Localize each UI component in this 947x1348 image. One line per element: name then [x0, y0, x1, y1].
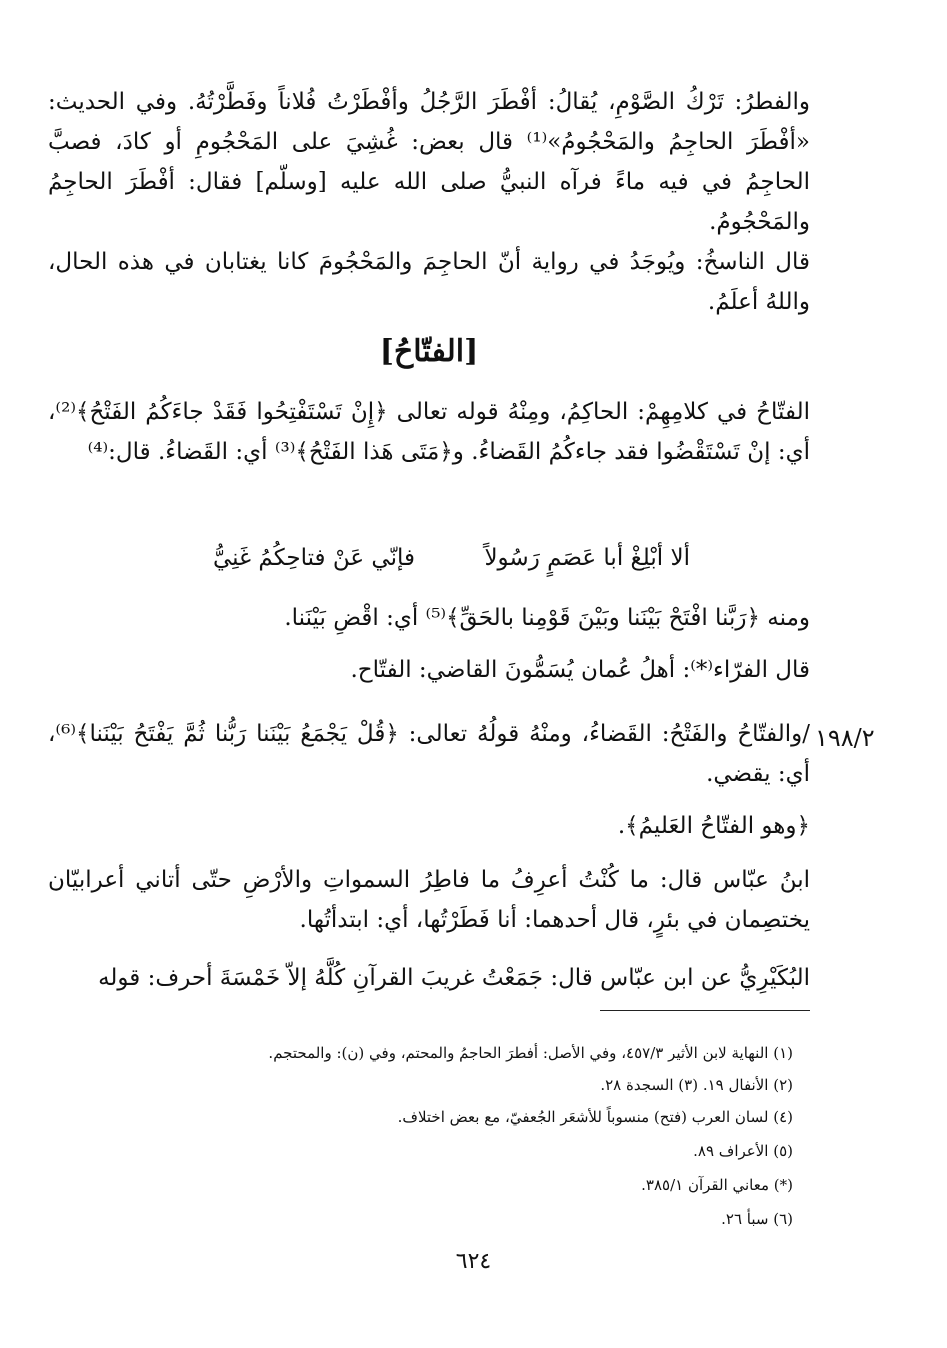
footnote-1: (١) النهاية لابن الأثير ٤٥٧/٣، وفي الأصل: أفطرَ الحاجمُ والمحتم، وفي (ن): والمحتجم. — [268, 1044, 793, 1062]
paragraph-rabbana-text: ومنه ﴿رَبَّنا افْتَحْ بَيْنَنا وبَيْنَ قَوْمِنا بالحَقِّ﴾⁽⁵⁾ أي: اقْضِ بَيْنَنا. — [284, 605, 810, 631]
paragraph-fattah-text: الفتّاحُ في كلامِهِمْ: الحاكِمُ، ومِنْهُ قوله تعالى ﴿إِنْ تَسْتَفْتِحُوا فَقَدْ جاءَكُمُ الفَتْحُ﴾⁽²⁾، أي: إنْ تَسْتَقْضُوا فقد جاءكُمُ القَضاءُ. و﴿مَتَى هَذا الفَتْحُ﴾⁽³⁾ أي: القَضاءُ. قال:⁽⁴⁾ — [48, 399, 810, 465]
verse-hemistich-first: ألا أبْلِغْ أبا عَصَمٍ رَسُولاً — [484, 545, 690, 571]
footnote-separator — [600, 1010, 810, 1011]
paragraph-fattah — [48, 392, 810, 472]
paragraph-fitr — [48, 82, 810, 242]
footnote-6: (٦) سبأ ٢٦. — [721, 1210, 793, 1228]
footnote-4: (٤) لسان العرب (فتح) منسوباً للأشعَر الجُعفيّ، مع بعض اختلاف. — [397, 1108, 793, 1126]
paragraph-bukayri — [48, 958, 810, 998]
paragraph-nasikh-text: قال الناسخُ: ويُوجَدُ في رواية أنّ الحاجِمَ والمَحْجُومَ كانا يغتابان في هذه الحال، واللهُ أعلَمُ. — [48, 249, 810, 315]
paragraph-rabbana — [48, 598, 810, 638]
footnote-star: (*) معاني القرآن ٣٨٥/١. — [641, 1176, 793, 1194]
paragraph-fitr-text: والفطرُ: تَرْكُ الصَّوْمِ، يُقالُ: أفْطَرَ الرَّجُلُ وأفْطَرْتُ فُلاناً وفَطَّرْتُهُ. وفي الحديث: «أفْطَرَ الحاجِمُ والمَحْجُومُ»⁽¹⁾ قال بعض: غُشِيَ على المَحْجُومِ أو كادَ، فصبَّ الحاجِمُ في فيه ماءً فرآه النبيُّ صلى الله عليه [وسلّم] فقال: أفْطَرَ الحاجِمُ والمَحْجُومُ. — [48, 89, 810, 235]
paragraph-ibn-abbas-text: ابنُ عبّاس قال: ما كُنْتُ أعرِفُ ما فاطِرُ السمواتِ والأرْضِ حتّى أتاني أعرابيّان يختصِمان في بئرٍ، قال أحدهما: أنا فَطَرْتُها، أي: ابتدأتُها. — [48, 867, 810, 933]
margin-reference: ١٩٨/٢ — [815, 724, 875, 752]
paragraph-bukayri-text: البُكَيْرِيُّ عن ابن عبّاس قال: جَمَعْتُ غريبَ القرآنِ كُلَّهُ إلاّ خَمْسَةَ أحرف: قوله — [98, 965, 810, 991]
footnote-5: (٥) الأعراف ٨٩. — [693, 1142, 793, 1160]
footnote-2-3: (٢) الأنفال ١٩. (٣) السجدة ٢٨. — [600, 1076, 793, 1094]
verse-hemistich-second: فإنّي عَنْ فتاحِكُمُ غَنِيُّ — [212, 545, 415, 571]
paragraph-alim-text: ﴿وهو الفتّاحُ العَليمُ﴾. — [617, 813, 810, 839]
paragraph-saba-text: /والفتّاحُ والفَتْحُ: القَضاءُ، ومنْهُ قولُهُ تعالى: ﴿قُلْ يَجْمَعُ بَيْنَنا رَبُّنا ثُمَّ يَفْتَحُ بَيْنَنا﴾⁽⁶⁾، أي: يقضي. — [48, 721, 810, 787]
paragraph-farra — [48, 650, 810, 690]
page-number: ٦٢٤ — [455, 1249, 492, 1274]
paragraph-nasikh — [48, 242, 810, 322]
paragraph-farra-text: قال الفرّاء⁽*⁾: أهلُ عُمان يُسَمُّونَ القاضي: الفتّاح. — [350, 657, 810, 683]
paragraph-alim — [48, 806, 810, 846]
section-heading: [الفتّاحُ] — [379, 334, 479, 369]
paragraph-ibn-abbas — [48, 860, 810, 940]
paragraph-saba — [48, 714, 810, 794]
